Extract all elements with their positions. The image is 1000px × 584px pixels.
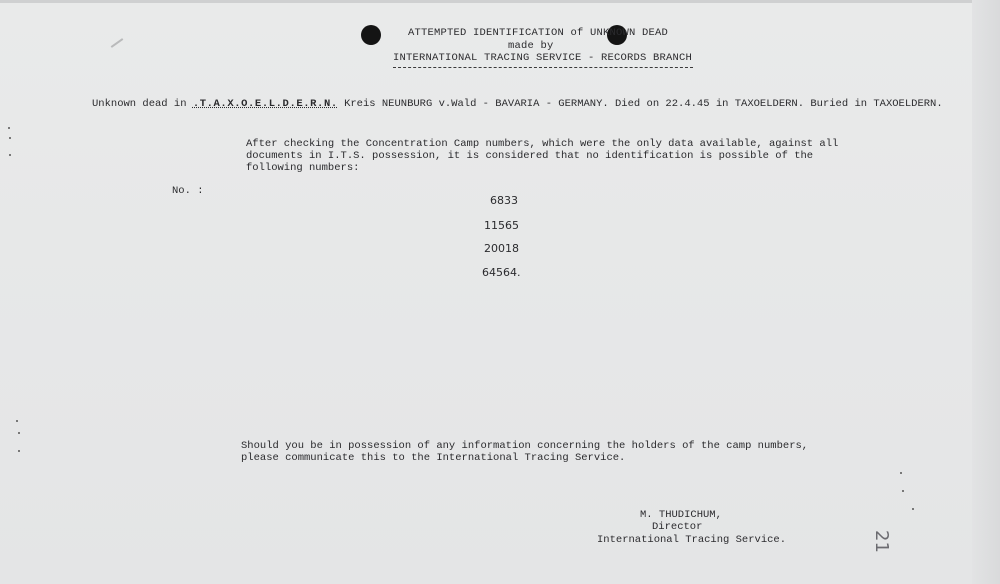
numbers-label: No. :	[172, 185, 204, 197]
header-rule	[393, 67, 693, 68]
margin-mark	[9, 154, 11, 156]
margin-mark	[9, 137, 11, 139]
signature-organization: International Tracing Service.	[597, 534, 787, 546]
closing-paragraph: Should you be in possession of any information concerning the holders of the camp numbers, please communicate this to the International Tracing Service.	[241, 440, 809, 464]
margin-mark	[16, 420, 18, 422]
signature-name: M. THUDICHUM,	[640, 509, 722, 521]
subject-line	[92, 98, 943, 110]
pen-mark	[111, 38, 124, 48]
camp-number: 20018	[484, 242, 519, 255]
header-title: ATTEMPTED IDENTIFICATION of UNKNOWN DEAD	[408, 27, 669, 39]
punch-hole-left	[361, 25, 381, 45]
header-made-by: made by	[508, 40, 554, 52]
page-right-edge	[972, 0, 1000, 584]
margin-mark	[912, 508, 914, 510]
camp-number: 11565	[484, 219, 519, 232]
signature-title: Director	[652, 521, 703, 533]
subject-details: Kreis NEUNBURG v.Wald - BAVARIA - GERMANY. Died on 22.4.45 in TAXOELDERN. Buried in TAXOELDERN.	[344, 98, 943, 110]
margin-mark	[900, 472, 902, 474]
subject-prefix: Unknown dead in	[92, 98, 187, 110]
page-top-edge	[0, 0, 1000, 3]
margin-mark	[18, 450, 20, 452]
margin-mark	[8, 127, 10, 129]
camp-number: 6833	[490, 194, 518, 207]
camp-number: 64564.	[482, 266, 521, 279]
page-number-stamp: 21	[871, 530, 892, 553]
margin-mark	[902, 490, 904, 492]
header-organization: INTERNATIONAL TRACING SERVICE - RECORDS BRANCH	[393, 52, 693, 64]
margin-mark	[18, 432, 20, 434]
subject-place: .T.A.X.O.E.L.D.E.R.N.	[192, 98, 338, 110]
intro-paragraph: After checking the Concentration Camp numbers, which were the only data available, against all documents in I.T.S. possession, it is considered that no identification is possible of the following numbers:	[246, 138, 839, 174]
